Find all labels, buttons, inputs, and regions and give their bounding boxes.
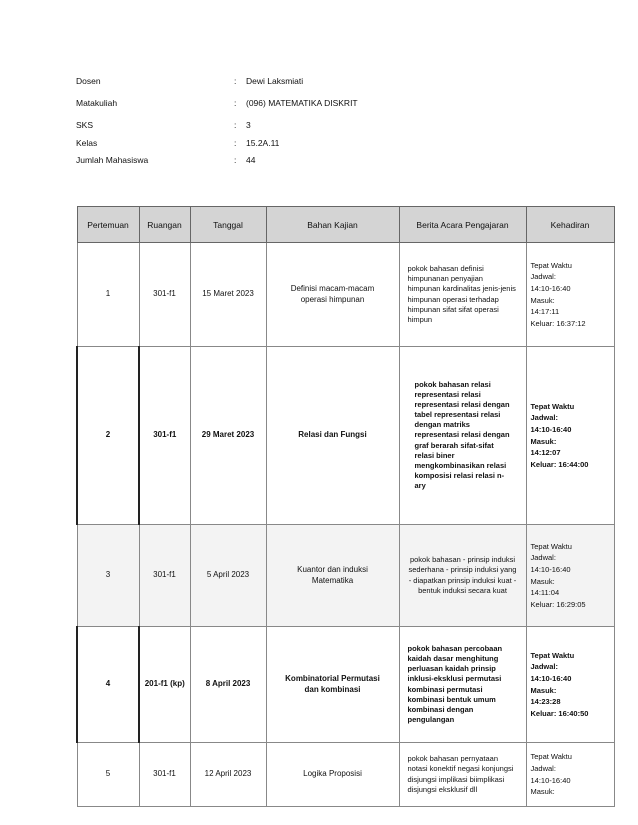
table-row — [77, 243, 614, 347]
cell-pertemuan: 1 — [77, 243, 139, 347]
info-row-sks — [76, 120, 616, 138]
table-row — [77, 525, 614, 627]
info-label: Matakuliah — [76, 98, 118, 108]
cell-bahan-kajian — [266, 627, 399, 743]
info-colon: : — [234, 155, 237, 165]
berita-text: pokok bahasan - prinsip induksi sederhana - prinsip induksi yang - diapatkan prinsip induksi kuat - bentuk induksi secara kuat — [408, 555, 517, 595]
bahan-text: Logika Proposisi — [303, 769, 362, 779]
cell-pertemuan: 5 — [77, 743, 139, 807]
info-value: 15.2A.11 — [246, 138, 280, 148]
cell-bahan-kajian — [266, 743, 399, 807]
table-row — [77, 743, 614, 807]
cell-berita-acara — [399, 627, 526, 743]
table-row — [77, 627, 614, 743]
cell-berita-acara — [399, 525, 526, 627]
berita-text: pokok bahasan percobaan kaidah dasar menghitung perluasan kaidah prinsip inklusi-eksklusi permutasi kombinasi permutasi kombinasi bentuk umum kombinasi dengan pengulangan — [407, 644, 503, 724]
cell-ruangan: 201-f1 (kp) — [139, 627, 190, 743]
info-row-dosen — [76, 76, 616, 94]
cell-pertemuan: 3 — [77, 525, 139, 627]
attendance-table — [76, 206, 615, 807]
info-value: Dewi Laksmiati — [246, 76, 304, 86]
cell-ruangan: 301-f1 — [139, 347, 190, 525]
cell-pertemuan: 4 — [77, 627, 139, 743]
berita-text: pokok bahasan relasi representasi relasi representasi relasi dengan tabel representasi relasi dengan matriks representasi relasi dengan graf berarah sifat-sifat relasi biner mengkombinasikan relasi komposisi relasi relasi n-ary — [414, 379, 510, 491]
cell-tanggal: 5 April 2023 — [190, 525, 266, 627]
info-value: (096) MATEMATIKA DISKRIT — [246, 98, 358, 108]
info-colon: : — [234, 98, 237, 108]
info-colon: : — [234, 76, 237, 86]
info-label: Jumlah Mahasiswa — [76, 155, 149, 165]
cell-bahan-kajian — [266, 243, 399, 347]
cell-tanggal: 8 April 2023 — [190, 627, 266, 743]
cell-ruangan: 301-f1 — [139, 243, 190, 347]
cell-ruangan: 301-f1 — [139, 525, 190, 627]
cell-tanggal: 15 Maret 2023 — [190, 243, 266, 347]
header-berita-acara: Berita Acara Pengajaran — [399, 207, 526, 243]
cell-berita-acara — [399, 743, 526, 807]
info-value: 44 — [246, 155, 256, 165]
table-row — [77, 347, 614, 525]
cell-kehadiran: Tepat Waktu Jadwal: 14:10-16:40 Masuk: 14:23:28 Keluar: 16:40:50 — [526, 627, 614, 743]
bahan-text: Relasi dan Fungsi — [298, 430, 367, 440]
info-label: Dosen — [76, 76, 101, 86]
info-colon: : — [234, 120, 237, 130]
cell-berita-acara — [399, 347, 526, 525]
course-info — [76, 76, 616, 172]
info-label: SKS — [76, 120, 94, 130]
info-row-jumlah-mahasiswa — [76, 155, 616, 172]
cell-kehadiran: Tepat Waktu Jadwal: 14:10-16:40 Masuk: 14:17:11 Keluar: 16:37:12 — [526, 243, 614, 347]
cell-tanggal: 29 Maret 2023 — [190, 347, 266, 525]
info-row-matakuliah — [76, 98, 616, 116]
cell-berita-acara — [399, 243, 526, 347]
bahan-text: Kuantor dan induksi Matematika — [297, 564, 368, 585]
info-value: 3 — [246, 120, 251, 130]
cell-kehadiran: Tepat Waktu Jadwal: 14:10-16:40 Masuk: — [526, 743, 614, 807]
header-tanggal: Tanggal — [190, 207, 266, 243]
info-row-kelas — [76, 138, 616, 155]
bahan-text: Kombinatorial Permutasi dan kombinasi — [285, 673, 380, 694]
table-header-row — [77, 207, 614, 243]
cell-pertemuan: 2 — [77, 347, 139, 525]
cell-bahan-kajian — [266, 525, 399, 627]
cell-bahan-kajian — [266, 347, 399, 525]
header-ruangan: Ruangan — [139, 207, 190, 243]
info-label: Kelas — [76, 138, 98, 148]
cell-kehadiran: Tepat Waktu Jadwal: 14:10-16:40 Masuk: 14:11:04 Keluar: 16:29:05 — [526, 525, 614, 627]
header-pertemuan: Pertemuan — [77, 207, 139, 243]
cell-kehadiran: Tepat Waktu Jadwal: 14:10-16:40 Masuk: 14:12:07 Keluar: 16:44:00 — [526, 347, 614, 525]
cell-ruangan: 301-f1 — [139, 743, 190, 807]
bahan-text: Definisi macam-macam operasi himpunan — [290, 283, 375, 304]
cell-tanggal: 12 April 2023 — [190, 743, 266, 807]
berita-text: pokok bahasan pernyataan notasi konektif negasi konjungsi disjungsi implikasi biimplikasi disjungsi eksklusif dll — [407, 754, 514, 794]
header-kehadiran: Kehadiran — [526, 207, 614, 243]
info-colon: : — [234, 138, 237, 148]
header-bahan-kajian: Bahan Kajian — [266, 207, 399, 243]
berita-text: pokok bahasan definisi himpunanan penyajian himpunan kardinalitas jenis-jenis himpunan operasi terhadap himpunan sifat sifat operasi himpun — [407, 264, 516, 324]
